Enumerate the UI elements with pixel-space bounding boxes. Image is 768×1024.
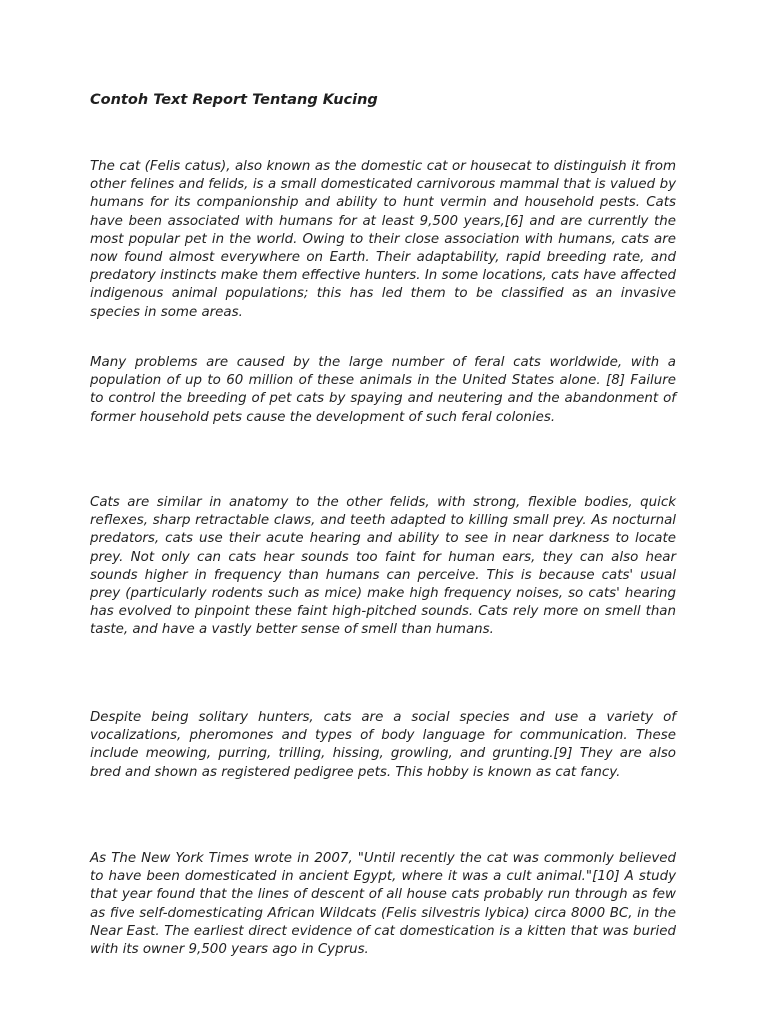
paragraph-anatomy: Cats are similar in anatomy to the other felids, with strong, flexible bodies, quick reflexes, sharp retractable claws, and teeth adapted to killing small prey. As nocturnal predators, cats use their acute hearing and ability to see in near darkness to locate prey. Not only can cats hear sounds too faint for human ears, they can also hear sounds higher in frequency than humans can perceive. This is because cats' usual prey (particularly rodents such as mice) make high frequency noises, so cats' hearing has evolved to pinpoint these faint high-pitched sounds. Cats rely more on smell than taste, and have a vastly better sense of smell than humans. [90, 495, 676, 638]
paragraph-domestication-history: As The New York Times wrote in 2007, "Until recently the cat was commonly believed to have been domesticated in ancient Egypt, where it was a cult animal."[10] A study that year found that the lines of descent of all house cats probably run through as few as five self-domesticating African Wildcats (Felis silvestris lybica) circa 8000 BC, in the Near East. The earliest direct evidence of cat domestication is a kitten that was buried with its owner 9,500 years ago in Cyprus. [90, 851, 676, 958]
paragraph-feral-cats: Many problems are caused by the large number of feral cats worldwide, with a population of up to 60 million of these animals in the United States alone. [8] Failure to control the breeding of pet cats by spaying and neutering and the abandonment of former household pets cause the development of such feral colonies. [90, 355, 676, 425]
paragraph-social-behavior: Despite being solitary hunters, cats are a social species and use a variety of vocalizations, pheromones and types of body language for communication. These include meowing, purring, trilling, hissing, growling, and grunting.[9] They are also bred and shown as registered pedigree pets. This hobby is known as cat fancy. [90, 710, 676, 780]
paragraph-domestic-cat-intro: The cat (Felis catus), also known as the domestic cat or housecat to distinguish it from other felines and felids, is a small domesticated carnivorous mammal that is valued by humans for its companionship and ability to hunt vermin and household pests. Cats have been associated with humans for at least 9,500 years,[6] and are currently the most popular pet in the world. Owing to their close association with humans, cats are now found almost everywhere on Earth. Their adaptability, rapid breeding rate, and predatory instincts make them effective hunters. In some locations, cats have affected indigenous animal populations; this has led them to be classified as an invasive species in some areas. [90, 159, 676, 320]
document-title: Contoh Text Report Tentang Kucing [90, 92, 378, 108]
